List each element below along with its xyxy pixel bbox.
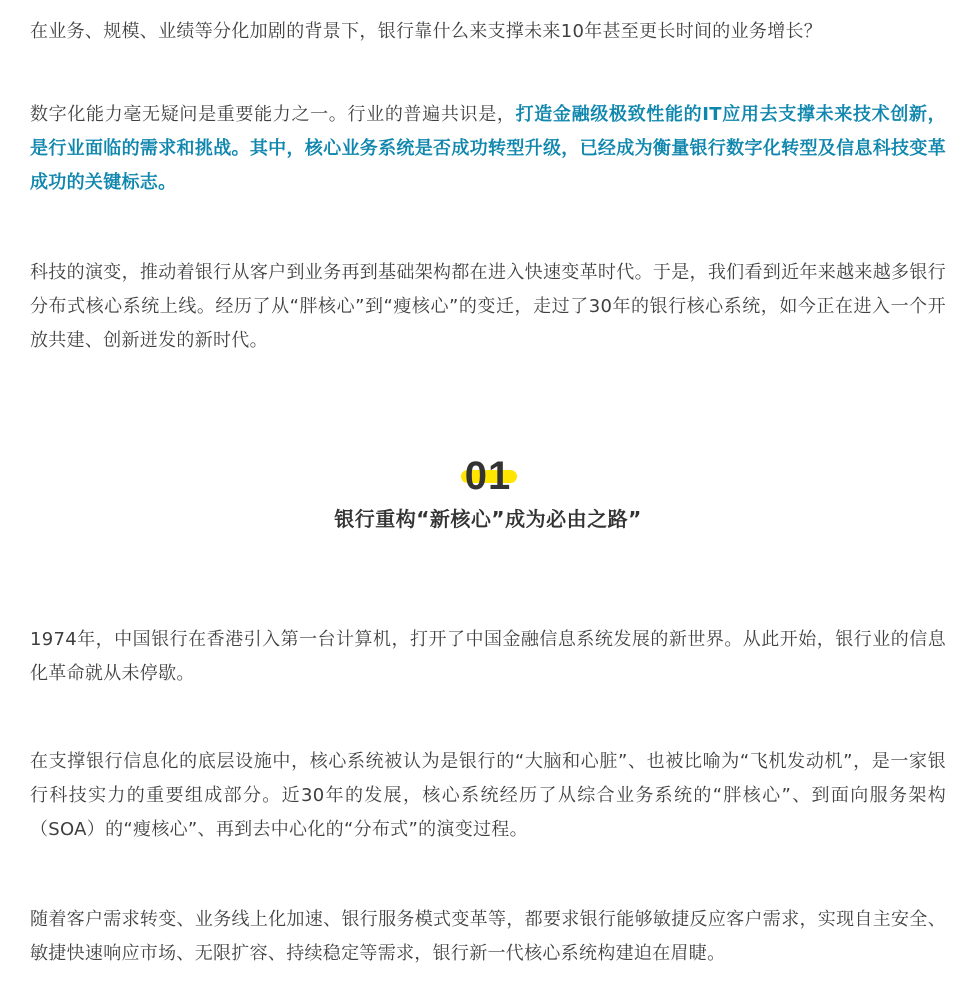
section-number: 01	[464, 454, 512, 498]
paragraph-digital-capability	[30, 98, 946, 200]
paragraph-lead-text: 数字化能力毫无疑问是重要能力之一。行业的普遍共识是，	[30, 104, 516, 125]
highlighted-key-statement: 打造金融级极致性能的IT应用去支撑未来技术创新，是行业面临的需求和挑战。其中，核心业务系统是否成功转型升级，已经成为衡量银行数字化转型及信息科技变革成功的关键标志。	[30, 104, 946, 193]
section-heading	[30, 452, 946, 536]
section-title: 银行重构“新核心”成为必由之路”	[334, 507, 642, 531]
paragraph-history-1974: 1974年，中国银行在香港引入第一台计算机，打开了中国金融信息系统发展的新世界。从此开始，银行业的信息化革命就从未停歇。	[30, 629, 946, 684]
paragraph-new-generation-core: 随着客户需求转变、业务线上化加速、银行服务模式变革等，都要求银行能够敏捷反应客户需求，实现自主安全、敏捷快速响应市场、无限扩容、持续稳定等需求，银行新一代核心系统构建迫在眉睫。	[30, 909, 946, 964]
paragraph-tech-evolution: 科技的演变，推动着银行从客户到业务再到基础架构都在进入快速变革时代。于是，我们看到近年来越来越多银行分布式核心系统上线。经历了从“胖核心”到“瘦核心”的变迁，走过了30年的银行核心系统，如今正在进入一个开放共建、创新迸发的新时代。	[30, 262, 946, 351]
section-number-block	[465, 452, 512, 500]
paragraph-intro: 在业务、规模、业绩等分化加剧的背景下，银行靠什么来支撑未来10年甚至更长时间的业务增长？	[30, 21, 823, 42]
paragraph-core-system-role: 在支撑银行信息化的底层设施中，核心系统被认为是银行的“大脑和心脏”、也被比喻为“飞机发动机”，是一家银行科技实力的重要组成部分。近30年的发展，核心系统经历了从综合业务系统的“胖核心”、到面向服务架构（SOA）的“瘦核心”、再到去中心化的“分布式”的演变过程。	[30, 751, 946, 840]
